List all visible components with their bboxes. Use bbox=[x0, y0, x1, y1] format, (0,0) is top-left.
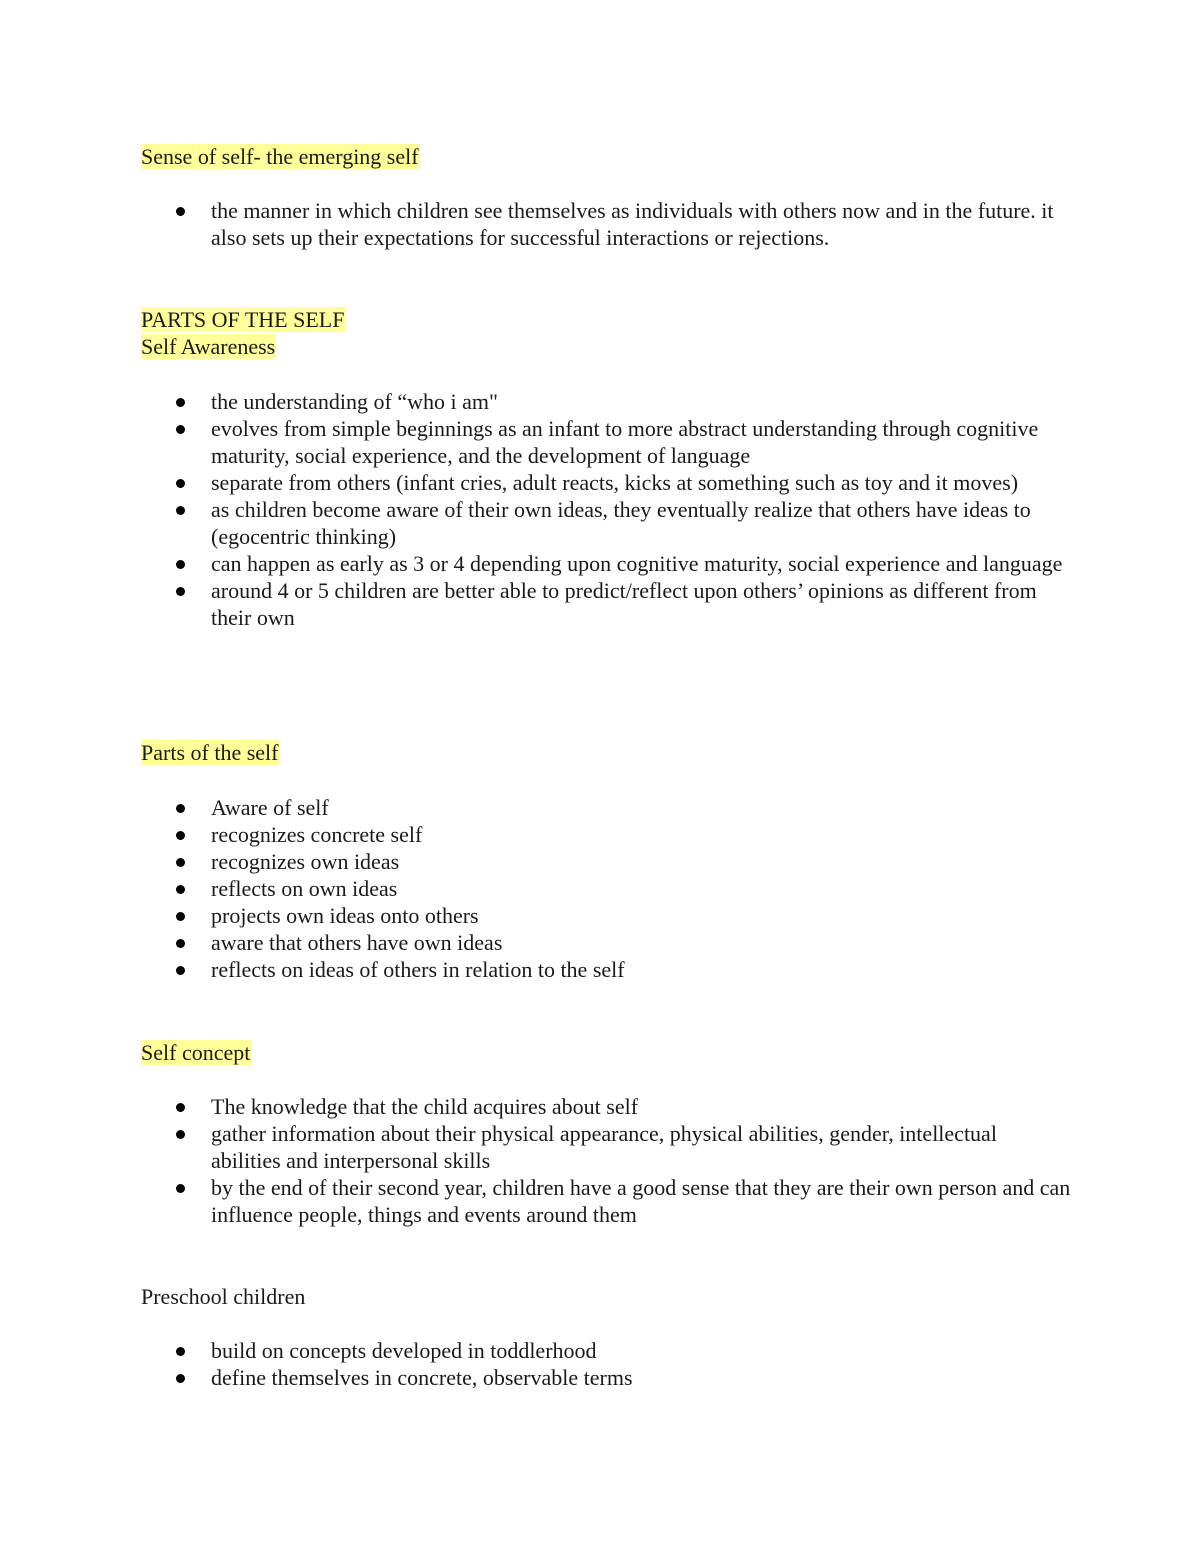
bullet-icon bbox=[176, 1347, 185, 1356]
bullet-icon bbox=[176, 398, 185, 407]
list-item-text: aware that others have own ideas bbox=[211, 930, 503, 955]
list-item bbox=[141, 469, 1071, 496]
heading-preschool-children-text: Preschool children bbox=[141, 1284, 306, 1309]
subheading-self-awareness bbox=[141, 333, 276, 360]
heading-sense-of-self bbox=[141, 143, 420, 170]
list-sense-of-self bbox=[141, 197, 1071, 251]
list-item bbox=[141, 1174, 1071, 1228]
list-self-concept bbox=[141, 1093, 1071, 1228]
list-parts-of-the-self bbox=[141, 794, 1071, 983]
heading-parts-of-the-self-text: Parts of the self bbox=[141, 740, 279, 765]
list-item bbox=[141, 794, 1071, 821]
list-item-text: the understanding of “who i am" bbox=[211, 389, 498, 414]
bullet-icon bbox=[176, 885, 185, 894]
list-item bbox=[141, 848, 1071, 875]
list-item bbox=[141, 821, 1071, 848]
list-item bbox=[141, 388, 1071, 415]
list-item-text: define themselves in concrete, observable terms bbox=[211, 1365, 633, 1390]
heading-self-concept bbox=[141, 1039, 251, 1066]
list-item-text: around 4 or 5 children are better able to predict/reflect upon others’ opinions as different from their own bbox=[211, 578, 1037, 630]
list-item bbox=[141, 929, 1071, 956]
list-item bbox=[141, 577, 1071, 631]
list-item-text: separate from others (infant cries, adult reacts, kicks at something such as toy and it moves) bbox=[211, 470, 1019, 495]
heading-parts-of-the-self-upper bbox=[141, 306, 345, 333]
bullet-icon bbox=[176, 804, 185, 813]
bullet-icon bbox=[176, 966, 185, 975]
heading-parts-of-the-self-upper-text: PARTS OF THE SELF bbox=[141, 307, 345, 332]
list-item bbox=[141, 415, 1071, 469]
list-item-text: evolves from simple beginnings as an infant to more abstract understanding through cognitive maturity, social experience, and the development of language bbox=[211, 416, 1039, 468]
subheading-self-awareness-text: Self Awareness bbox=[141, 334, 276, 359]
list-preschool-children bbox=[141, 1337, 1071, 1391]
bullet-icon bbox=[176, 1103, 185, 1112]
list-item bbox=[141, 902, 1071, 929]
list-item bbox=[141, 550, 1071, 577]
list-item-text: the manner in which children see themselves as individuals with others now and in the future. it also sets up their expectations for successful interactions or rejections. bbox=[211, 198, 1054, 250]
list-item bbox=[141, 1337, 1071, 1364]
heading-preschool-children bbox=[141, 1283, 305, 1310]
bullet-icon bbox=[176, 207, 185, 216]
list-item bbox=[141, 875, 1071, 902]
list-item-text: recognizes concrete self bbox=[211, 822, 423, 847]
bullet-icon bbox=[176, 912, 185, 921]
bullet-icon bbox=[176, 939, 185, 948]
bullet-icon bbox=[176, 479, 185, 488]
list-item-text: The knowledge that the child acquires about self bbox=[211, 1094, 639, 1119]
list-item-text: recognizes own ideas bbox=[211, 849, 400, 874]
list-item-text: reflects on ideas of others in relation to the self bbox=[211, 957, 625, 982]
heading-parts-of-the-self bbox=[141, 739, 279, 766]
bullet-icon bbox=[176, 1374, 185, 1383]
list-item-text: reflects on own ideas bbox=[211, 876, 398, 901]
list-item bbox=[141, 1093, 1071, 1120]
list-item bbox=[141, 1120, 1071, 1174]
list-item bbox=[141, 197, 1071, 251]
list-item-text: projects own ideas onto others bbox=[211, 903, 479, 928]
bullet-icon bbox=[176, 1184, 185, 1193]
bullet-icon bbox=[176, 560, 185, 569]
bullet-icon bbox=[176, 831, 185, 840]
bullet-icon bbox=[176, 858, 185, 867]
list-item bbox=[141, 1364, 1071, 1391]
bullet-icon bbox=[176, 506, 185, 515]
list-item-text: as children become aware of their own ideas, they eventually realize that others have ideas to (egocentric thinking) bbox=[211, 497, 1031, 549]
list-item-text: can happen as early as 3 or 4 depending upon cognitive maturity, social experience and language bbox=[211, 551, 1063, 576]
list-item bbox=[141, 956, 1071, 983]
heading-sense-of-self-text: Sense of self- the emerging self bbox=[141, 144, 419, 169]
bullet-icon bbox=[176, 587, 185, 596]
heading-self-concept-text: Self concept bbox=[141, 1040, 251, 1065]
list-item bbox=[141, 496, 1071, 550]
bullet-icon bbox=[176, 1130, 185, 1139]
bullet-icon bbox=[176, 425, 185, 434]
list-item-text: gather information about their physical appearance, physical abilities, gender, intellectual abilities and interpersonal skills bbox=[211, 1121, 997, 1173]
list-item-text: build on concepts developed in toddlerhood bbox=[211, 1338, 597, 1363]
list-self-awareness bbox=[141, 388, 1071, 631]
list-item-text: by the end of their second year, children have a good sense that they are their own person and can influence people, things and events around them bbox=[211, 1175, 1071, 1227]
list-item-text: Aware of self bbox=[211, 795, 329, 820]
